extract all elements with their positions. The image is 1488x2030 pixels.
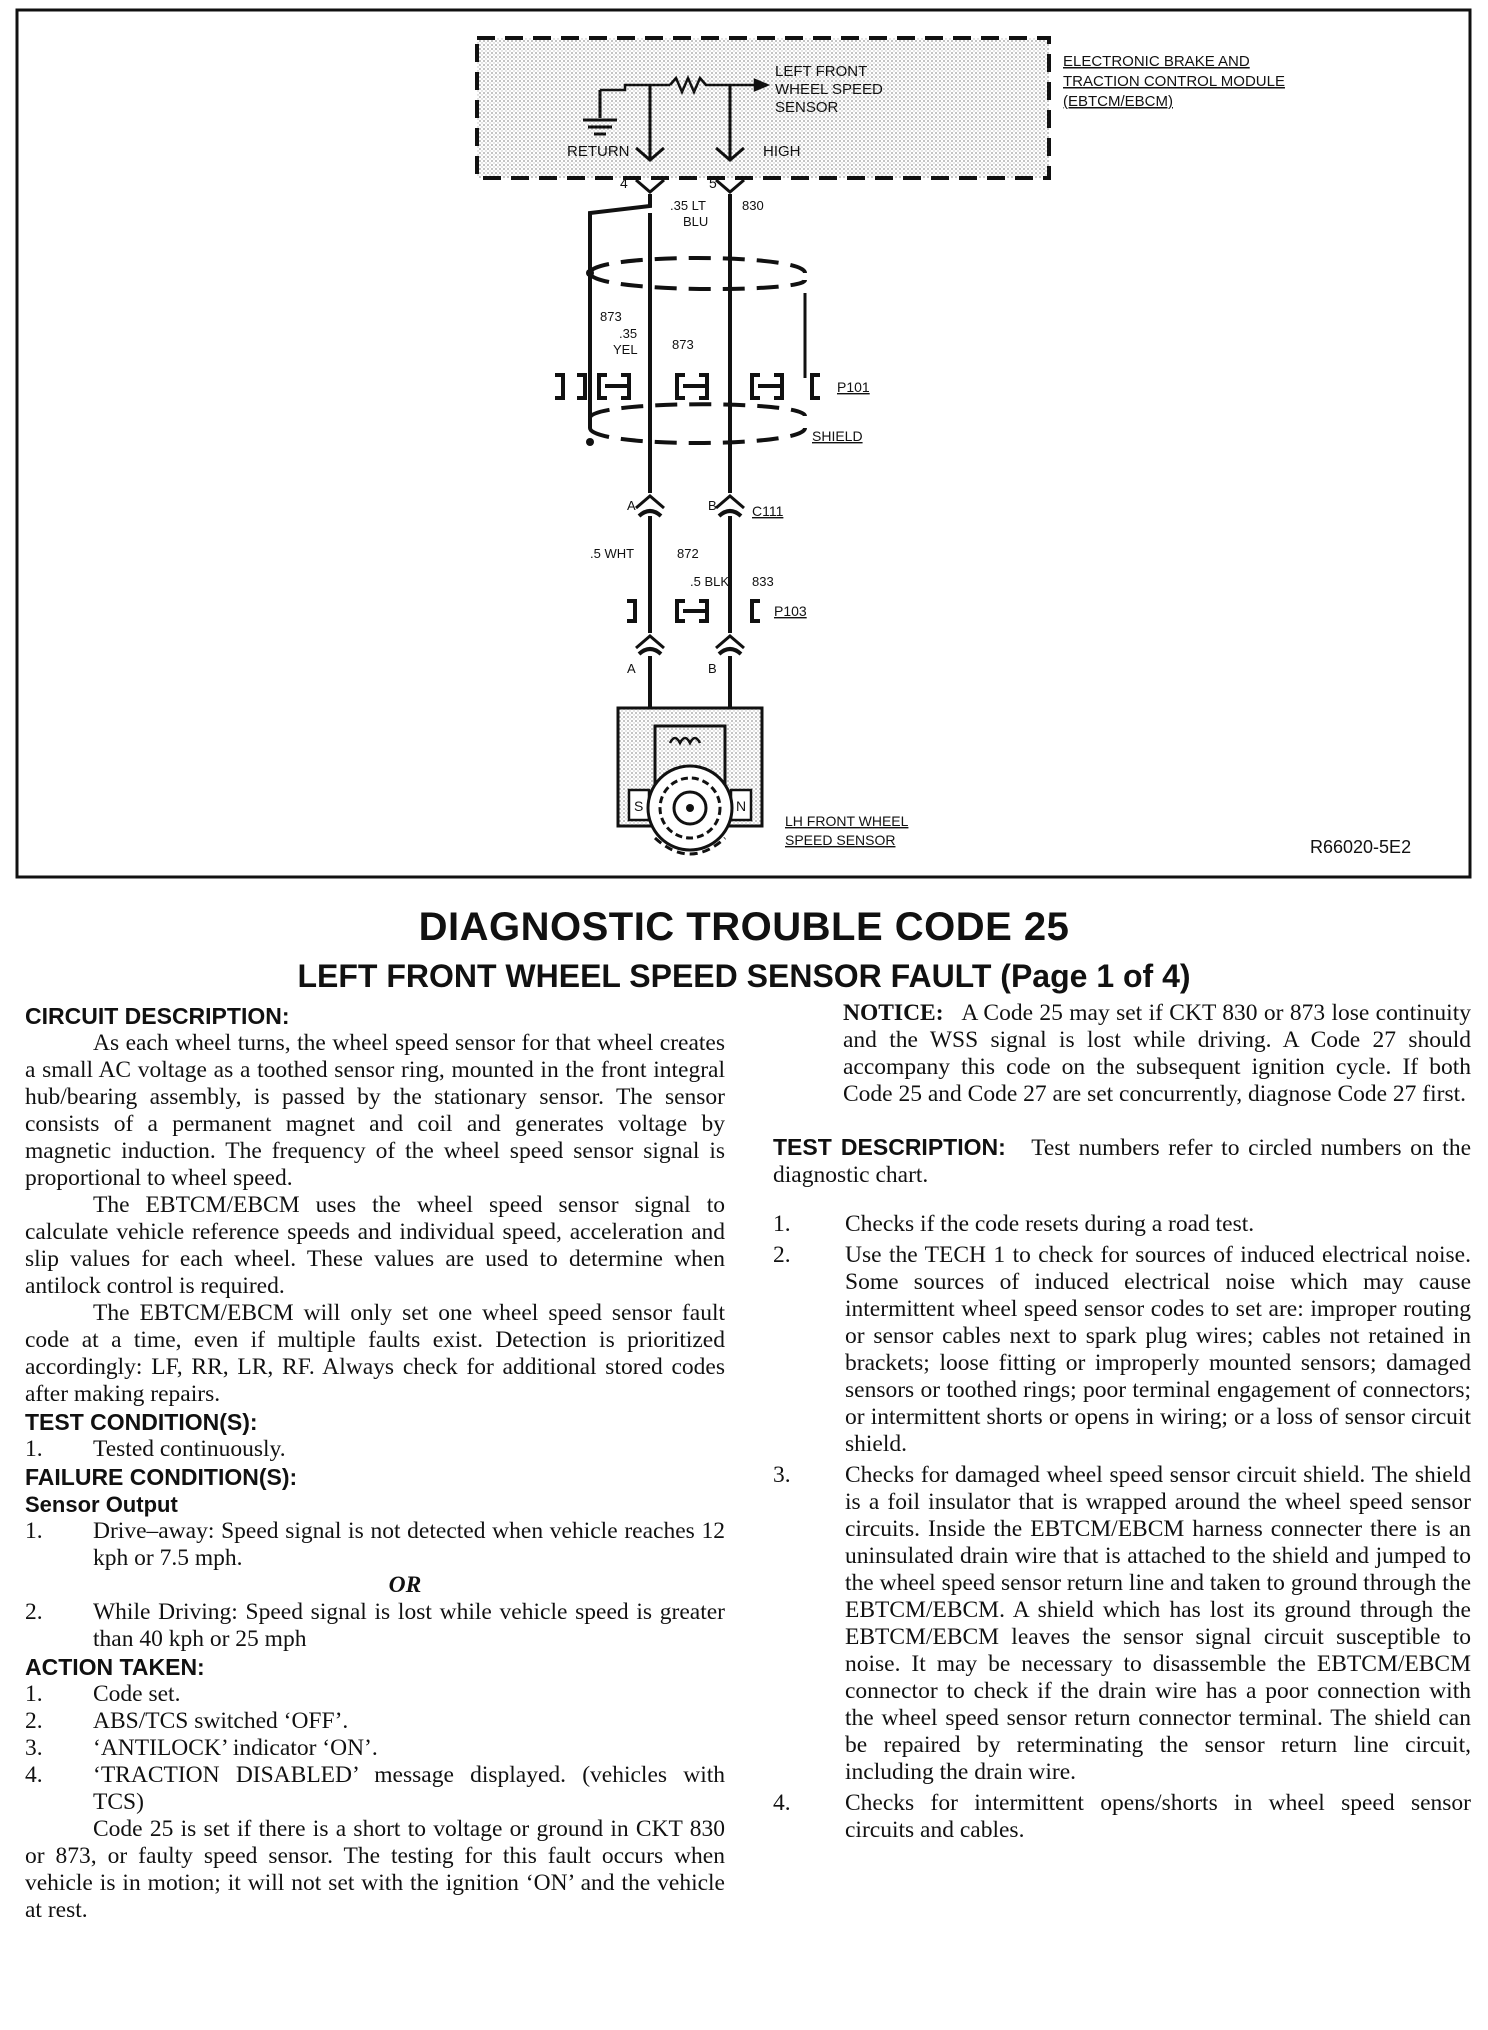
failure-conditions-heading: FAILURE CONDITION(S): xyxy=(25,1464,298,1490)
left-column xyxy=(25,1002,725,1924)
wire-lt-blu-size: .35 LT xyxy=(670,198,706,213)
sensor-label-line3: SENSOR xyxy=(775,99,839,116)
sensor-label-line2: WHEEL SPEED xyxy=(775,81,883,98)
lh-sensor-label-line2: SPEED SENSOR xyxy=(785,832,896,848)
connector-c111 xyxy=(636,496,744,516)
circuit-paragraph-1: As each wheel turns, the wheel speed sensor for that wheel creates a small AC voltage as a toothed sensor ring, mounted in the front integral hub/bearing assembly, is passed by the stationary sensor. The sensor consists of a permanent magnet and coil and generates voltage by magnetic induction. The frequency of the wheel speed sensor signal is proportional to wheel speed. xyxy=(25,1030,725,1191)
ckt-833: 833 xyxy=(752,574,774,589)
sensor-pole-s: S xyxy=(634,798,644,814)
ckt-873-a: 873 xyxy=(600,309,622,324)
notice-label: NOTICE: xyxy=(843,1000,944,1026)
page-subtitle: LEFT FRONT WHEEL SPEED SENSOR FAULT (Page 1 of 4) xyxy=(297,958,1191,994)
item-number: 1. xyxy=(773,1211,791,1237)
closing-paragraph: Code 25 is set if there is a short to voltage or ground in CKT 830 or 873, or faulty speed sensor. The testing for this fault occurs when vehicle is in motion; it will not set with the ignition ‘ON’ and the vehicle at rest. xyxy=(25,1816,725,1923)
or-separator: OR xyxy=(388,1572,422,1598)
pin-b-c111: B xyxy=(708,498,717,513)
module-label-line3: (EBTCM/EBCM) xyxy=(1063,93,1173,110)
pin-a-c111: A xyxy=(627,498,636,513)
conn-c111: C111 xyxy=(752,503,784,519)
item-text: Checks for intermittent opens/shorts in wheel speed sensor circuits and cables. xyxy=(845,1790,1471,1843)
item-text: ‘TRACTION DISABLED’ message displayed. (vehicles with TCS) xyxy=(93,1762,725,1815)
wire-lt-blu-color: BLU xyxy=(683,214,709,229)
item-text: ABS/TCS switched ‘OFF’. xyxy=(93,1708,349,1734)
item-text: Checks for damaged wheel speed sensor circuit shield. The shield is a foil insulator that is wrapped around the wheel speed sensor circuits. Inside the EBTCM/EBCM harness connecter there is an uninsulated drain wire that is attached to the shield and jumped to the wheel speed sensor return line and taken to ground through the EBTCM/EBCM. A shield which has lost its ground through the EBTCM/EBCM leaves the sensor signal circuit susceptible to noise. It may be necessary to disassemble the EBTCM/EBCM connector to check if the drain wire has a poor connection with the wheel speed sensor return connector terminal. The shield can be repaired by reterminating the sensor return line circuit, including the drain wire. xyxy=(845,1462,1471,1785)
list-item xyxy=(773,1790,1471,1844)
item-number: 2. xyxy=(773,1242,791,1268)
pin-4: 4 xyxy=(620,175,628,191)
item-number: 2. xyxy=(25,1599,43,1625)
notice-block xyxy=(773,1000,1471,1108)
wire-yel-color: YEL xyxy=(613,342,638,357)
connector-p101 xyxy=(555,375,820,398)
item-text: Checks if the code resets during a road test. xyxy=(845,1211,1255,1237)
sensor-pole-n: N xyxy=(736,798,747,814)
circuit-paragraph-3: The EBTCM/EBCM will only set one wheel speed sensor fault code at a time, even if multiple faults exist. Detection is prioritized accordingly: LF, RR, LR, RF. Always check for additional stored codes after making repairs. xyxy=(25,1300,725,1407)
item-number: 2. xyxy=(25,1708,43,1734)
item-number: 4. xyxy=(773,1790,791,1816)
module-label-line1: ELECTRONIC BRAKE AND xyxy=(1063,53,1250,70)
ckt-830: 830 xyxy=(742,198,764,213)
wire-wht: .5 WHT xyxy=(590,546,635,561)
high-label: HIGH xyxy=(763,143,801,160)
test-description xyxy=(773,1134,1471,1189)
action-taken-heading: ACTION TAKEN: xyxy=(25,1654,205,1680)
item-number: 1. xyxy=(25,1436,43,1462)
item-text: Tested continuously. xyxy=(93,1436,286,1462)
list-item xyxy=(25,1599,725,1653)
page-title: DIAGNOSTIC TROUBLE CODE 25 xyxy=(418,905,1070,949)
list-item xyxy=(773,1211,1471,1238)
list-item xyxy=(25,1762,725,1816)
item-text: While Driving: Speed signal is lost while vehicle speed is greater than 40 kph or 25 mph xyxy=(93,1599,725,1652)
pin-b-sensor: B xyxy=(708,661,717,676)
item-text: Use the TECH 1 to check for sources of induced electrical noise. Some sources of induced electrical noise which may cause intermittent wheel speed sensor codes to set are: improper routing or sensor cables next to spark plug wires; cables not retained in brackets; loose fitting or improperly mounted sensors; damaged sensors or toothed rings; poor terminal engagement of connectors; or intermittent shorts or opens in wiring; or a loss of sensor circuit shield. xyxy=(845,1242,1471,1457)
item-text: Drive–away: Speed signal is not detected when vehicle reaches 12 kph or 7.5 mph. xyxy=(93,1518,725,1571)
item-number: 1. xyxy=(25,1681,43,1707)
wiring-diagram xyxy=(15,8,1473,880)
test-description-text: Test numbers refer to circled numbers on the diagnostic chart. xyxy=(773,1135,1472,1188)
pin-a-sensor: A xyxy=(627,661,636,676)
wheel-speed-sensor-icon xyxy=(618,708,762,854)
conn-p103: P103 xyxy=(774,603,807,619)
item-number: 3. xyxy=(773,1462,791,1488)
test-conditions-heading: TEST CONDITION(S): xyxy=(25,1409,258,1435)
list-item xyxy=(773,1462,1471,1786)
circuit-description-heading: CIRCUIT DESCRIPTION: xyxy=(25,1003,290,1029)
module-label-line2: TRACTION CONTROL MODULE xyxy=(1063,73,1285,90)
item-number: 4. xyxy=(25,1762,43,1788)
circuit-paragraph-2: The EBTCM/EBCM uses the wheel speed sensor signal to calculate vehicle reference speeds and individual speed, acceleration and slip values for each wheel. These values are used to determine when antilock control is required. xyxy=(25,1192,725,1299)
ckt-873-b: 873 xyxy=(672,337,694,352)
conn-p101: P101 xyxy=(837,379,870,395)
test-description-label: TEST DESCRIPTION: xyxy=(773,1134,1006,1160)
item-text: ‘ANTILOCK’ indicator ‘ON’. xyxy=(93,1735,378,1761)
right-column xyxy=(773,1000,1471,1848)
ckt-872: 872 xyxy=(677,546,699,561)
item-number: 1. xyxy=(25,1518,43,1544)
item-text: Code set. xyxy=(93,1681,181,1707)
sensor-label-line1: LEFT FRONT xyxy=(775,63,868,80)
sensor-output-heading: Sensor Output xyxy=(25,1492,178,1517)
item-number: 3. xyxy=(25,1735,43,1761)
list-item xyxy=(25,1436,725,1463)
shield-label: SHIELD xyxy=(812,428,863,444)
wire-yel-size: .35 xyxy=(619,326,638,341)
connector-p103 xyxy=(627,601,760,621)
wire-blk: .5 BLK xyxy=(690,574,730,589)
list-item xyxy=(25,1681,725,1708)
harness-wires xyxy=(590,194,730,493)
list-item xyxy=(25,1518,725,1572)
sensor-connector xyxy=(636,636,744,654)
pin-5: 5 xyxy=(709,175,717,191)
list-item xyxy=(773,1242,1471,1458)
list-item xyxy=(25,1708,725,1735)
lh-sensor-label-line1: LH FRONT WHEEL xyxy=(785,813,909,829)
list-item xyxy=(25,1735,725,1762)
figure-id: R66020-5E2 xyxy=(1310,837,1412,857)
return-label: RETURN xyxy=(567,143,630,160)
notice-text: A Code 25 may set if CKT 830 or 873 lose continuity and the WSS signal is lost while driving. A Code 27 should accompany this code on the subsequent ignition cycle. If both Code 25 and Code 27 are set concurrently, diagnose Code 27 first. xyxy=(843,1000,1471,1107)
